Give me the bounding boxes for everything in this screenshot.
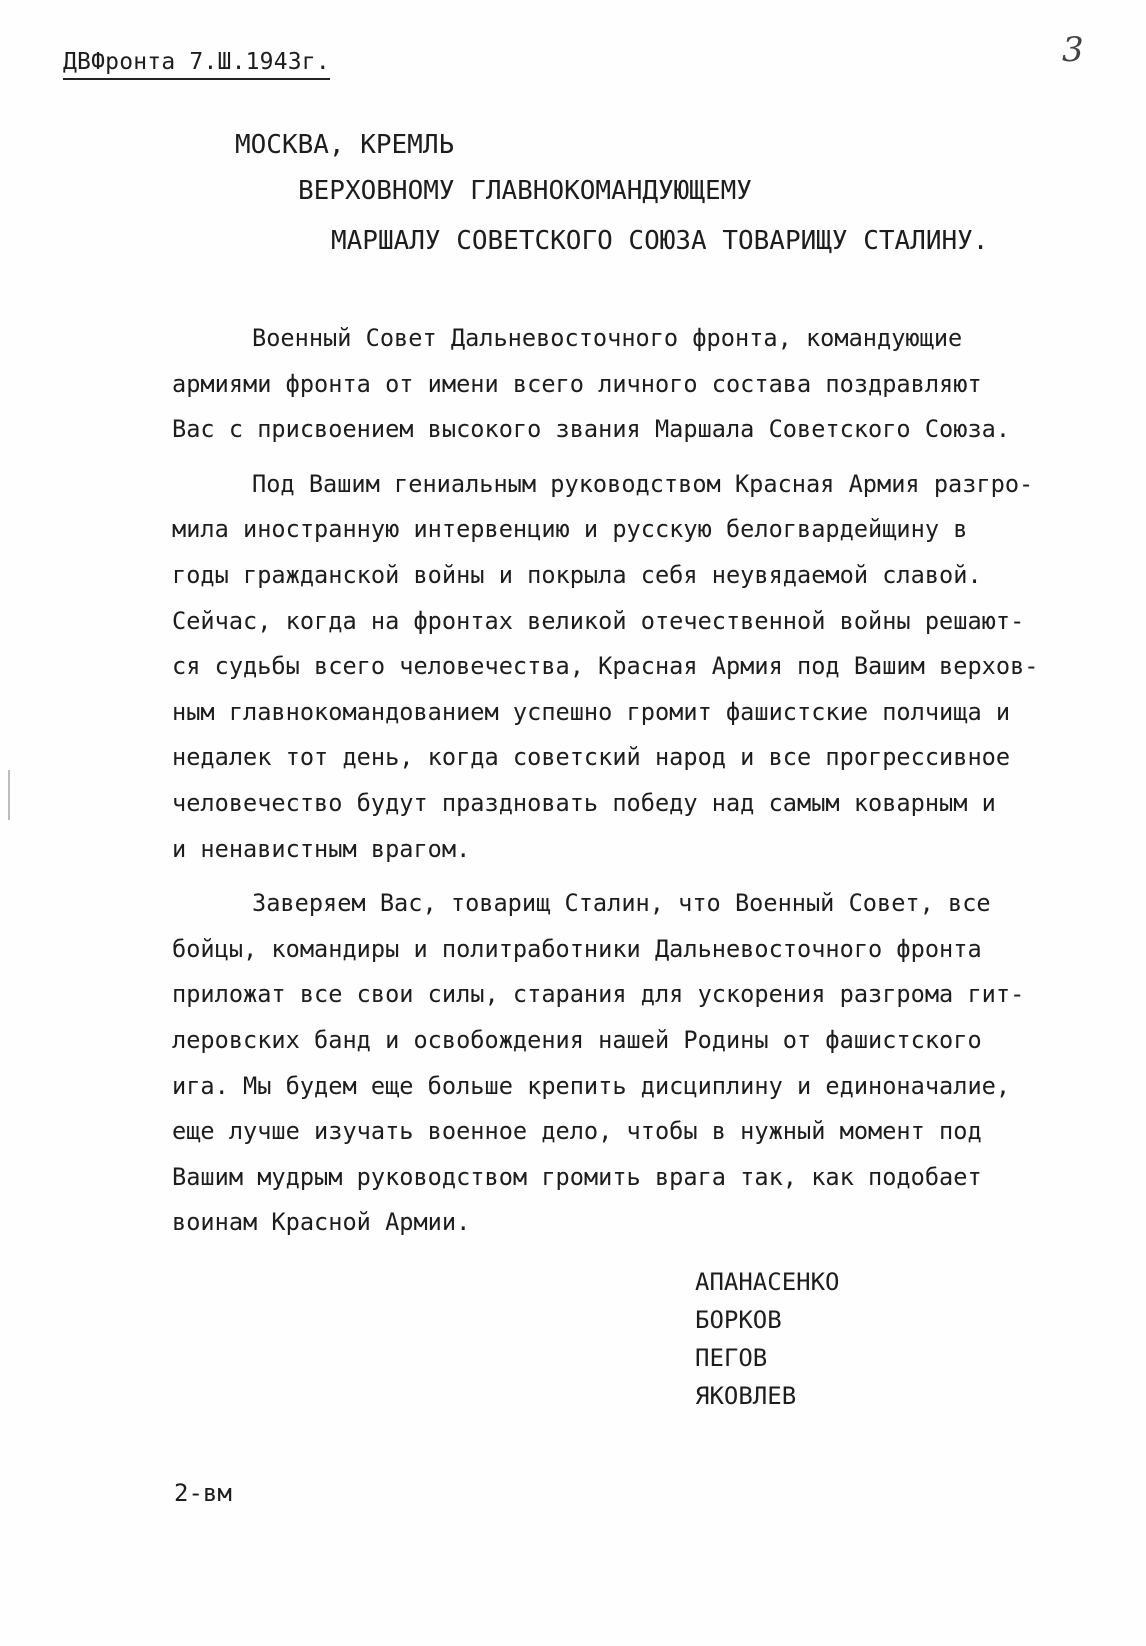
body-line: воинам Красной Армии. bbox=[172, 1208, 471, 1237]
signatures-block bbox=[695, 1263, 840, 1415]
body-line: и ненавистным врагом. bbox=[172, 834, 471, 863]
body-line: Сейчас, когда на фронтах великой отечественной войны решают- bbox=[172, 606, 1025, 635]
body-line: ным главнокомандованием успешно громит фашистские полчища и bbox=[172, 697, 1011, 726]
scan-edge-mark bbox=[8, 770, 10, 820]
body-line: Вашим мудрым руководством громить врага так, как подобает bbox=[172, 1162, 982, 1191]
body-line: Заверяем Вас, товарищ Сталин, что Военный Совет, все bbox=[252, 889, 991, 918]
body-line: годы гражданской войны и покрыла себя неувядаемой славой. bbox=[172, 560, 982, 589]
body-line: Вас с присвоением высокого звания Маршала Советского Союза. bbox=[172, 415, 1011, 444]
signature-name: ЯКОВЛЕВ bbox=[695, 1382, 797, 1410]
document-code: 2-вм bbox=[174, 1479, 232, 1507]
body-line: армиями фронта от имени всего личного состава поздравляют bbox=[172, 369, 982, 398]
document-reference: ДВФронта 7.Ш.1943г. bbox=[63, 48, 330, 80]
handwritten-page-number: 3 bbox=[1062, 30, 1084, 70]
address-line-1: МОСКВА, КРЕМЛЬ bbox=[235, 130, 455, 160]
body-line: Военный Совет Дальневосточного фронта, командующие bbox=[252, 324, 963, 352]
address-line-2: ВЕРХОВНОМУ ГЛАВНОКОМАНДУЮЩЕМУ bbox=[298, 176, 752, 206]
body-line: приложат все свои силы, старания для ускорения разгрома гит- bbox=[172, 980, 1025, 1009]
body-line: бойцы, командиры и политработники Дальневосточного фронта bbox=[172, 934, 982, 963]
address-line-3: МАРШАЛУ СОВЕТСКОГО СОЮЗА ТОВАРИЩУ СТАЛИНУ. bbox=[331, 226, 989, 256]
signature-name: АПАНАСЕНКО bbox=[695, 1268, 840, 1296]
body-line: ига. Мы будем еще больше крепить дисциплину и единоначалие, bbox=[172, 1071, 1011, 1100]
body-line: еще лучше изучать военное дело, чтобы в нужный момент под bbox=[172, 1117, 982, 1146]
signature-name: ПЕГОВ bbox=[695, 1344, 768, 1372]
body-line: Под Вашим гениальным руководством Красная Армия разгро- bbox=[252, 469, 1034, 498]
letter-body bbox=[172, 316, 1112, 1246]
body-line: ся судьбы всего человечества, Красная Армия под Вашим верхов- bbox=[172, 652, 1039, 681]
signature-name: БОРКОВ bbox=[695, 1306, 782, 1334]
body-line: человечество будут праздновать победу над самым коварным и bbox=[172, 788, 996, 817]
body-line: леровских банд и освобождения нашей Родины от фашистского bbox=[172, 1025, 982, 1054]
body-line: мила иностранную интервенцию и русскую белогвардейщину в bbox=[172, 515, 968, 544]
body-line: недалек тот день, когда советский народ и все прогрессивное bbox=[172, 743, 1011, 772]
